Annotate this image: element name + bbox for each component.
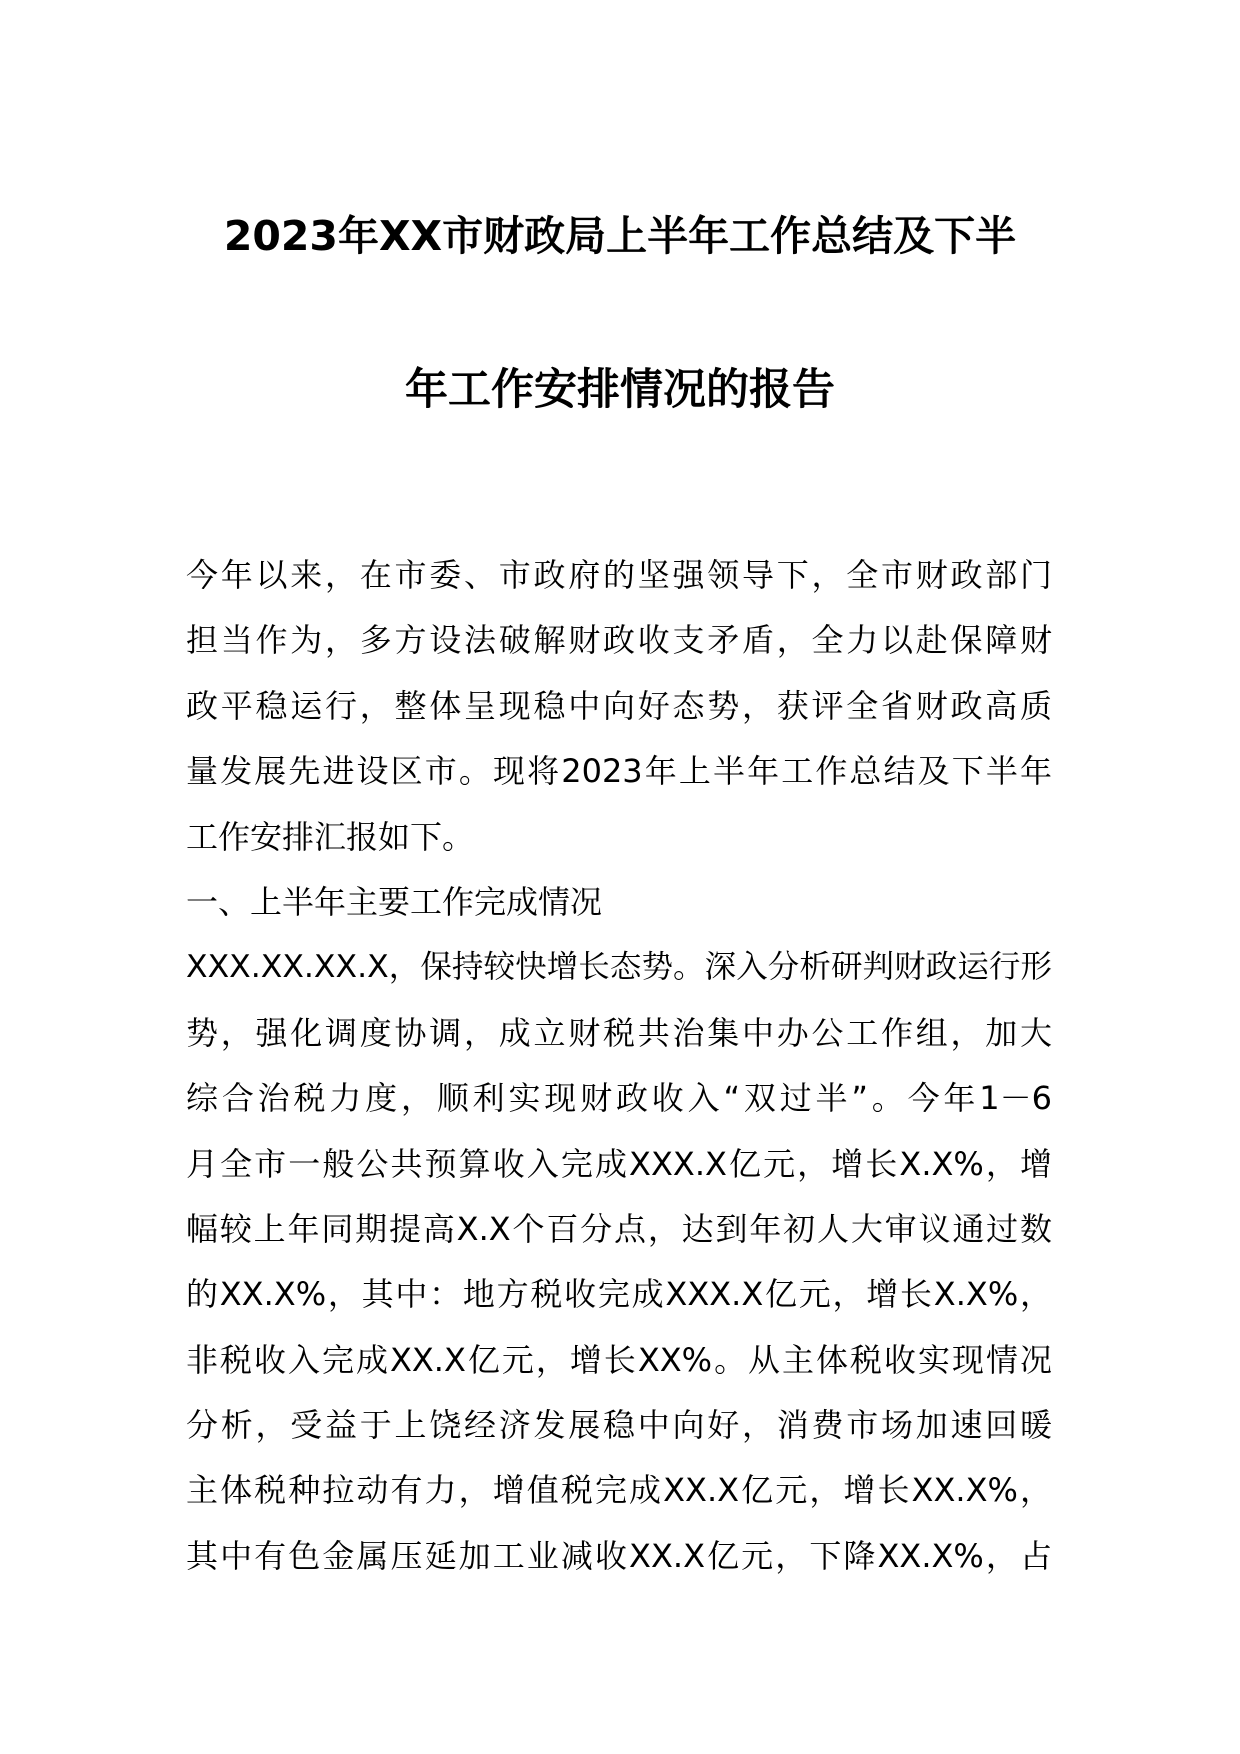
paragraph-line: 非税收入完成XX.X亿元，增长XX%。从主体税收实现情况 xyxy=(186,1340,1052,1379)
paragraph-line: 工作安排汇报如下。 xyxy=(186,817,475,856)
document-title-line-1: 2023年XX市财政局上半年工作总结及下半 xyxy=(223,212,1017,260)
paragraph-line: 主体税种拉动有力，增值税完成XX.X亿元，增长XX.X%， xyxy=(186,1471,1052,1510)
paragraph-line: 势，强化调度协调，成立财税共治集中办公工作组，加大 xyxy=(186,1013,1052,1052)
paragraph-line: 量发展先进设区市。现将2023年上半年工作总结及下半年 xyxy=(186,752,1052,791)
paragraph-line: 担当作为，多方设法破解财政收支矛盾，全力以赴保障财 xyxy=(186,621,1052,660)
paragraph-line: 一、上半年主要工作完成情况 xyxy=(186,882,603,921)
document-body xyxy=(186,543,1052,1589)
paragraph-line: 综合治税力度，顺利实现财政收入“双过半”。今年1－6 xyxy=(186,1079,1052,1118)
paragraph-line: 分析，受益于上饶经济发展稳中向好，消费市场加速回暖 xyxy=(186,1406,1052,1445)
paragraph-line: 其中有色金属压延加工业减收XX.X亿元，下降XX.X%，占 xyxy=(186,1536,1052,1575)
paragraph-line: 幅较上年同期提高X.X个百分点，达到年初人大审议通过数 xyxy=(186,1209,1052,1248)
paragraph-line: 今年以来，在市委、市政府的坚强领导下，全市财政部门 xyxy=(186,556,1052,594)
paragraph-line: XXX.XX.XX.X，保持较快增长态势。深入分析研判财政运行形 xyxy=(186,949,1052,986)
document-title-line-2: 年工作安排情况的报告 xyxy=(405,365,835,415)
paragraph-line: 月全市一般公共预算收入完成XXX.X亿元，增长X.X%，增 xyxy=(186,1144,1052,1183)
paragraph-line: 的XX.X%，其中：地方税收完成XXX.X亿元，增长X.X%， xyxy=(186,1275,1052,1314)
paragraph-line: 政平稳运行，整体呈现稳中向好态势，获评全省财政高质 xyxy=(186,686,1052,725)
